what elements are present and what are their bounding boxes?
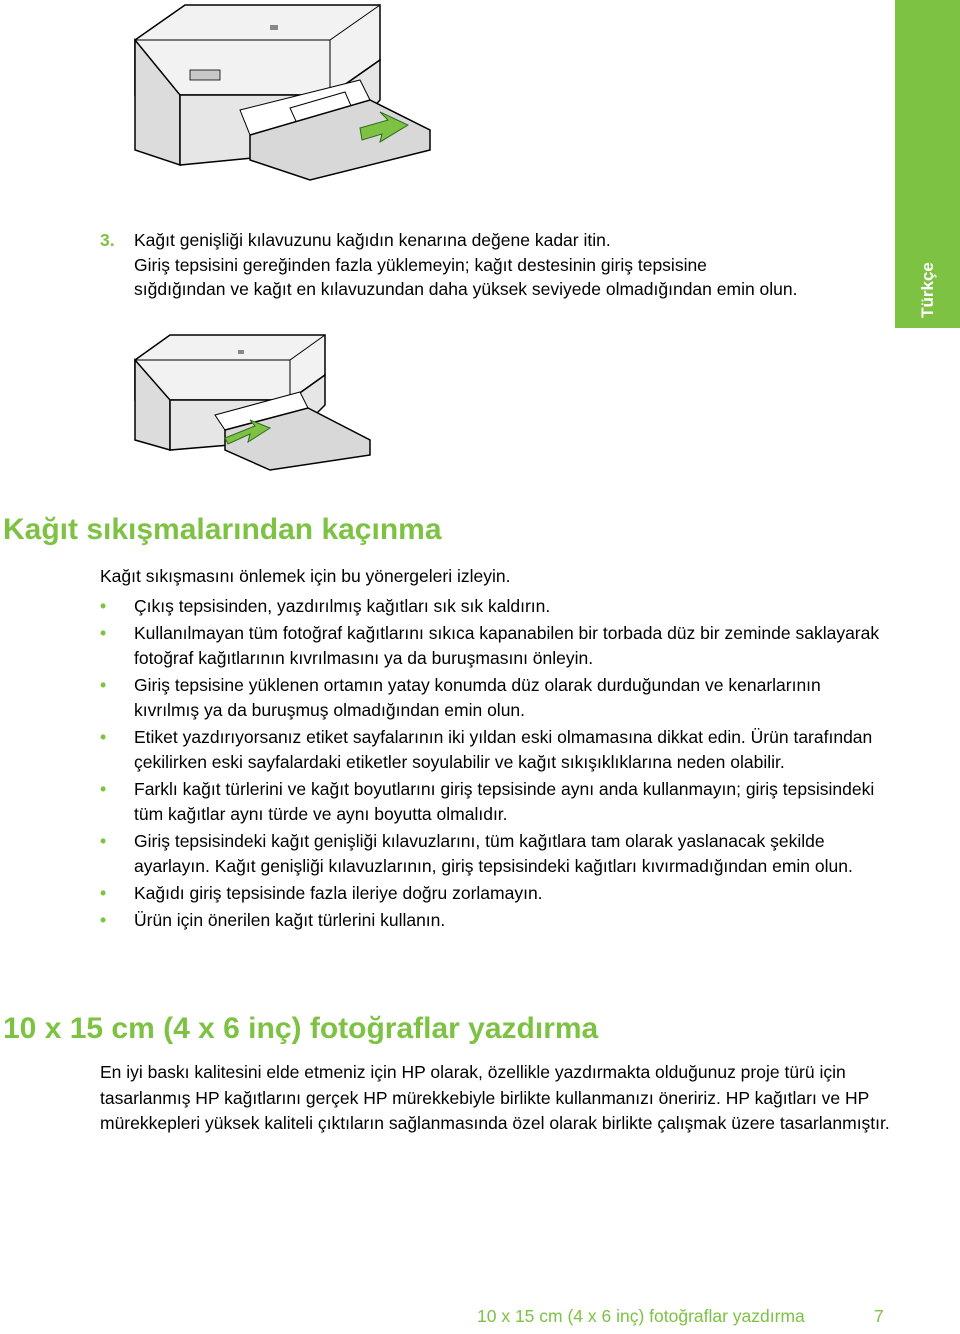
list-item: • Etiket yazdırıyorsanız etiket sayfalarının iki yıldan eski olmamasına dikkat edin. Ürün tarafından çekilirken eski sayfalardaki etiketler soyulabilir ve kağıt sıkışıklıklarına neden olabilir.	[100, 727, 873, 772]
step-number: 3.	[100, 230, 115, 250]
printer-illustration-bottom	[130, 330, 390, 475]
list-item: • Giriş tepsisindeki kağıt genişliği kılavuzlarını, tüm kağıtlara tam olarak yaslanacak şekilde ayarlayın. Kağıt genişliği kılavuzlarının, giriş tepsisindeki kağıtları kıvırmadığından emin olun.	[100, 831, 853, 876]
step-3	[100, 228, 860, 302]
footer-running-title: 10 x 15 cm (4 x 6 inç) fotoğraflar yazdırma	[477, 1306, 805, 1326]
page-number: 7	[874, 1306, 884, 1326]
list-item: • Ürün için önerilen kağıt türlerini kullanın.	[100, 908, 890, 933]
printer-illustration-top	[130, 0, 470, 200]
bullet-icon: •	[100, 727, 107, 747]
step-line-2: Giriş tepsisini gereğinden fazla yüklemeyin; kağıt destesinin giriş tepsisine	[134, 254, 707, 275]
section-title-paper-jams: Kağıt sıkışmalarından kaçınma	[3, 513, 442, 546]
step-line-3: sığdığından ve kağıt en kılavuzundan daha yüksek seviyede olmadığından emin olun.	[134, 279, 798, 299]
step-line-1: Kağıt genişliği kılavuzunu kağıdın kenarına değene kadar itin.	[134, 230, 611, 250]
list-item: • Kullanılmayan tüm fotoğraf kağıtlarını sıkıca kapanabilen bir torbada düz bir zeminde saklayarak fotoğraf kağıtlarının kıvrılmasını ya da buruşmasını önleyin.	[100, 623, 880, 668]
language-side-tab	[895, 0, 960, 328]
section-intro: Kağıt sıkışmasını önlemek için bu yönergeleri izleyin.	[100, 566, 511, 586]
list-item: • Farklı kağıt türlerini ve kağıt boyutlarını giriş tepsisinde aynı anda kullanmayın; giriş tepsisindeki tüm kağıtlar aynı türde ve aynı boyutta olmalıdır.	[100, 779, 875, 824]
section-title-photo-printing: 10 x 15 cm (4 x 6 inç) fotoğraflar yazdırma	[3, 1012, 599, 1045]
bullet-icon: •	[100, 596, 107, 616]
bullet-icon: •	[100, 675, 107, 695]
tips-list	[100, 594, 890, 935]
bullet-icon: •	[100, 623, 107, 643]
list-item: • Giriş tepsisine yüklenen ortamın yatay konumda düz olarak durduğundan ve kenarlarının kıvrılmış ya da buruşmuş olmadığından emin olun.	[100, 675, 821, 720]
bullet-icon: •	[100, 831, 107, 851]
bullet-icon: •	[100, 779, 107, 799]
bullet-icon: •	[100, 910, 107, 930]
language-tab-label: Türkçe	[917, 262, 937, 318]
section-paragraph: En iyi baskı kalitesini elde etmeniz için HP olarak, özellikle yazdırmakta olduğunuz proje türü için tasarlanmış HP kağıtlarını gerçek HP mürekkebiyle birlikte kullanmanızı öneririz. HP kağıtları ve HP mürekkepleri yüksek kaliteli çıktıların sağlanmasında özel olarak birlikte çalışmak üzere tasarlanmıştır.	[100, 1062, 890, 1133]
list-item: • Çıkış tepsisinden, yazdırılmış kağıtları sık sık kaldırın.	[100, 594, 890, 619]
bullet-icon: •	[100, 883, 107, 903]
list-item: • Kağıdı giriş tepsisinde fazla ileriye doğru zorlamayın.	[100, 881, 890, 906]
